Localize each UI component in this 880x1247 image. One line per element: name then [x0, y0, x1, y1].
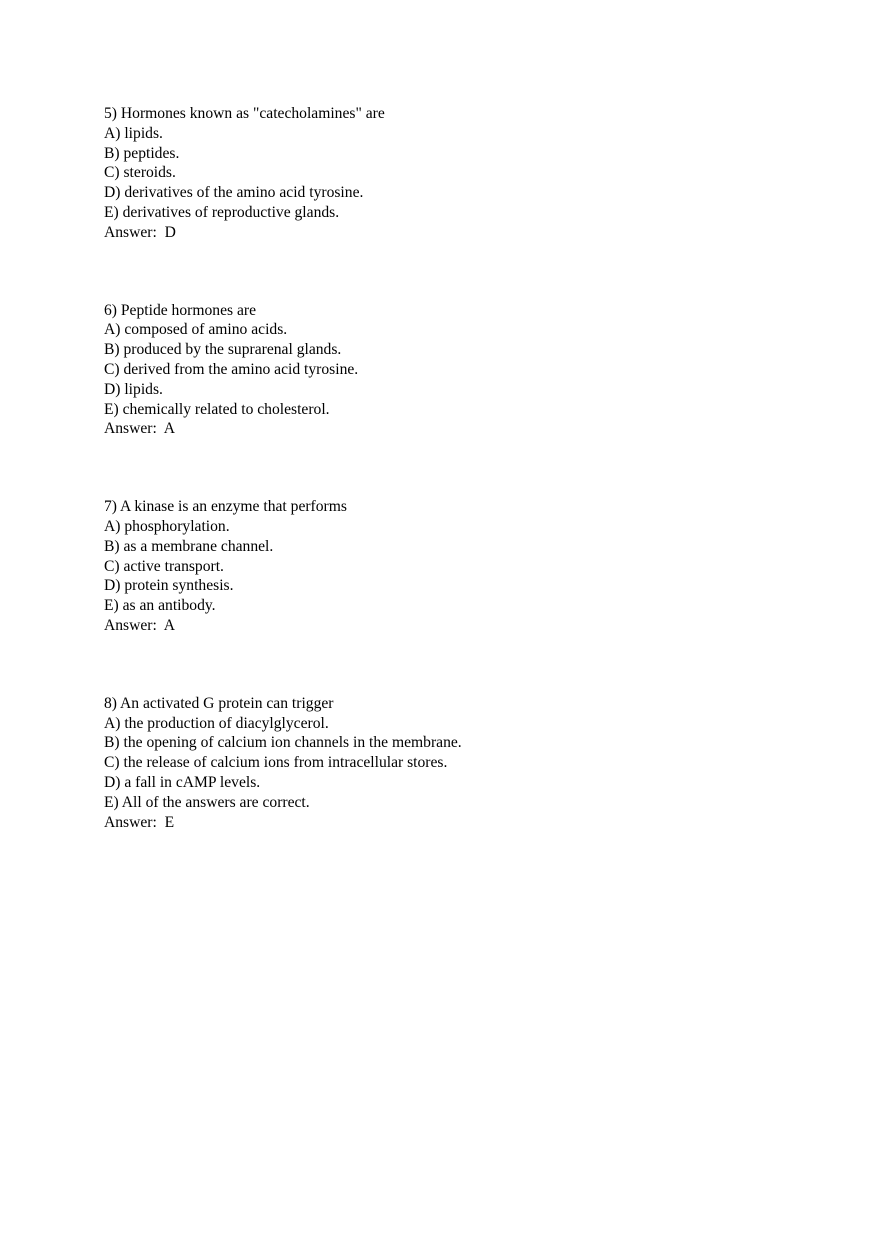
- question-5: [104, 104, 804, 243]
- option-a: A) composed of amino acids.: [104, 321, 288, 339]
- option-e: E) derivatives of reproductive glands.: [104, 203, 340, 221]
- question-stem: 7) A kinase is an enzyme that performs: [104, 498, 347, 516]
- option-c: C) derived from the amino acid tyrosine.: [104, 360, 359, 378]
- question-list: [104, 104, 804, 890]
- question-stem: 8) An activated G protein can trigger: [104, 694, 334, 712]
- option-e: E) as an antibody.: [104, 597, 216, 615]
- answer-line: Answer: D: [104, 223, 176, 241]
- option-d: D) protein synthesis.: [104, 577, 234, 595]
- option-a: A) phosphorylation.: [104, 517, 230, 535]
- option-e: E) All of the answers are correct.: [104, 793, 310, 811]
- option-b: B) peptides.: [104, 144, 180, 162]
- question-stem: 6) Peptide hormones are: [104, 301, 256, 319]
- option-c: C) active transport.: [104, 557, 224, 575]
- answer-line: Answer: E: [104, 813, 175, 831]
- question-8: [104, 694, 804, 833]
- option-d: D) lipids.: [104, 380, 163, 398]
- option-b: B) produced by the suprarenal glands.: [104, 341, 342, 359]
- answer-line: Answer: A: [104, 616, 176, 634]
- question-7: [104, 497, 804, 636]
- answer-line: Answer: A: [104, 420, 176, 438]
- option-b: B) as a membrane channel.: [104, 537, 274, 555]
- option-a: A) the production of diacylglycerol.: [104, 714, 329, 732]
- option-c: C) the release of calcium ions from intracellular stores.: [104, 754, 448, 772]
- option-c: C) steroids.: [104, 164, 176, 182]
- option-d: D) derivatives of the amino acid tyrosine.: [104, 184, 364, 202]
- option-a: A) lipids.: [104, 124, 163, 142]
- option-b: B) the opening of calcium ion channels in the membrane.: [104, 734, 462, 752]
- option-e: E) chemically related to cholesterol.: [104, 400, 330, 418]
- question-stem: 5) Hormones known as "catecholamines" are: [104, 105, 385, 122]
- question-6: [104, 301, 804, 440]
- option-d: D) a fall in cAMP levels.: [104, 773, 261, 791]
